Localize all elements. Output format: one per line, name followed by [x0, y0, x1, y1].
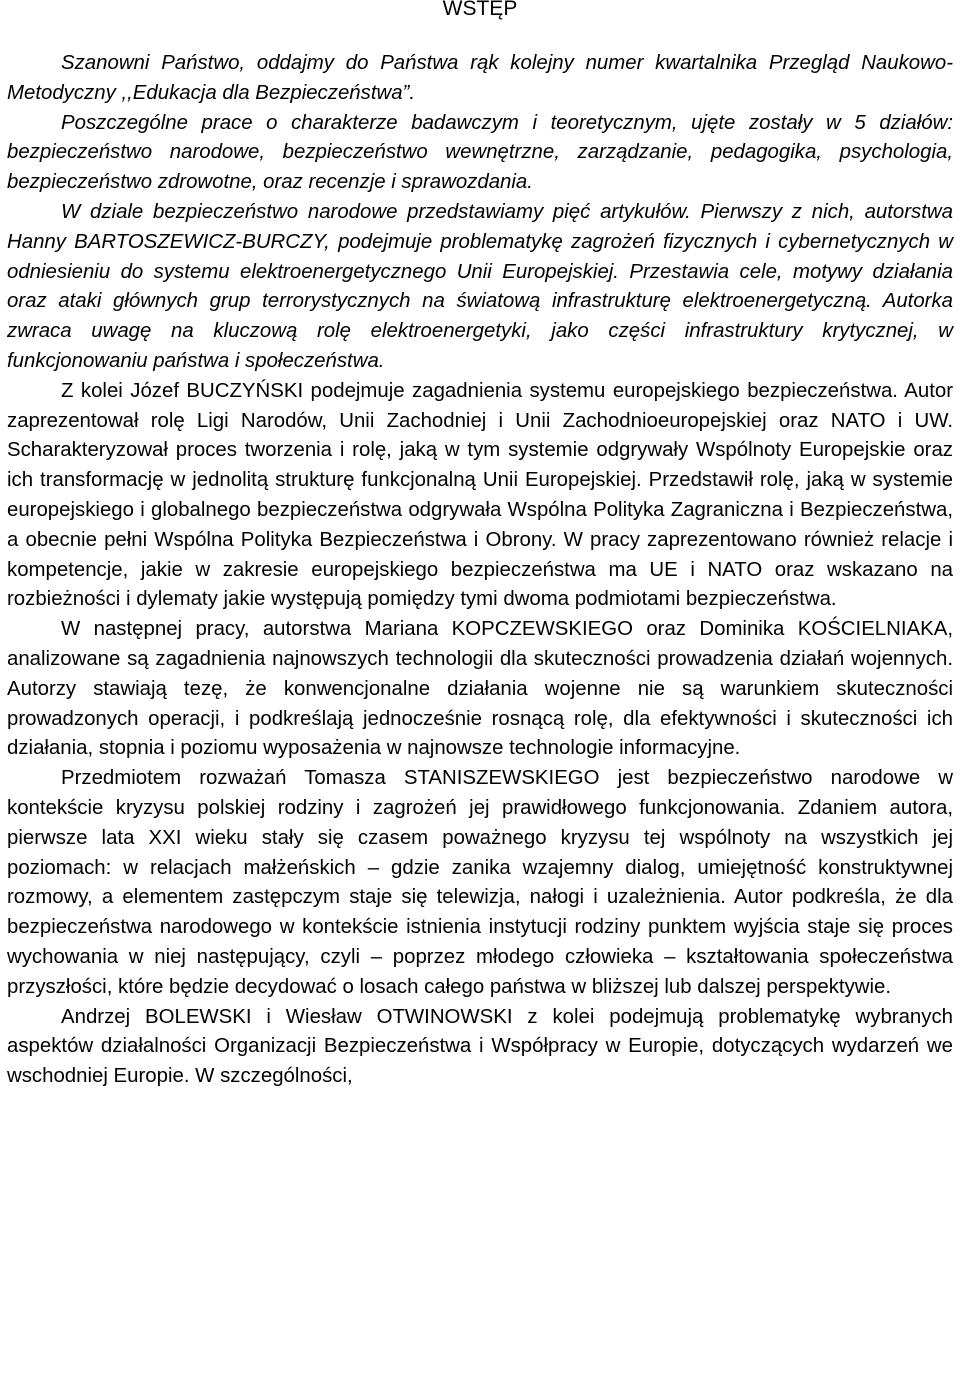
article-2-paragraph: Z kolei Józef BUCZYŃSKI podejmuje zagadnienia systemu europejskiego bezpieczeństwa. Autor zaprezentował rolę Ligi Narodów, Unii Zachodniej i Unii Zachodnioeuropejskiej oraz NATO i UW. Scharakteryzował proces tworzenia i rolę, jaką w tym systemie odgrywały Wspólnoty Europejskie oraz ich transformację w jednolitą strukturę funkcjonalną Unii Europejskiej. Przedstawił rolę, jaką w systemie europejskiego i globalnego bezpieczeństwa odgrywała Wspólna Polityka Zagraniczna i Bezpieczeństwa, a obecnie pełni Wspólna Polityka Bezpieczeństwa i Obrony. W pracy zaprezentowano również relacje i kompetencje, jakie w zakresie europejskiego bezpieczeństwa ma UE i NATO oraz wskazano na rozbieżności i dylematy jakie występują pomiędzy tymi dwoma podmiotami bezpieczeństwa.	[7, 379, 953, 611]
intro-paragraph: Szanowni Państwo, oddajmy do Państwa rąk kolejny numer kwartalnika Przegląd Naukowo-Metodyczny ,,Edukacja dla Bezpieczeństwa”.	[7, 52, 953, 104]
article-4-paragraph: Przedmiotem rozważań Tomasza STANISZEWSKIEGO jest bezpieczeństwo narodowe w kontekście kryzysu polskiej rodziny i zagrożeń jej prawidłowego funkcjonowania. Zdaniem autora, pierwsze lata XXI wieku stały się czasem poważnego kryzysu tej wspólnoty na wszystkich jej poziomach: w relacjach małżeńskich – gdzie zanika wzajemny dialog, umiejętność konstruktywnej rozmowy, a elementem zastępczym staje się telewizja, nałogi i uzależnienia. Autor podkreśla, że dla bezpieczeństwa narodowego w kontekście istnienia instytucji rodziny punktem wyjścia staje się proces wychowania w niej następujący, czyli – poprzez młodego człowieka – kształtowania społeczeństwa przyszłości, które będzie decydować o losach całego państwa w bliższej lub dalszej perspektywie.	[7, 767, 953, 998]
article-5-paragraph: Andrzej BOLEWSKI i Wiesław OTWINOWSKI z kolei podejmują problematykę wybranych aspektów działalności Organizacji Bezpieczeństwa i Współpracy w Europie, dotyczących wydarzeń we wschodniej Europie. W szczególności,	[7, 1005, 953, 1088]
article-3-paragraph: W następnej pracy, autorstwa Mariana KOPCZEWSKIEGO oraz Dominika KOŚCIELNIAKA, analizowane są zagadnienia najnowszych technologii dla skuteczności prowadzenia działań wojennych. Autorzy stawiają tezę, że konwencjonalne działania wojenne nie są warunkiem skuteczności prowadzonych operacji, i podkreślają jednocześnie rosnącą rolę, dla efektywności i skuteczności ich działania, stopnia i poziomu wyposażenia w najnowsze technologie informacyjne.	[7, 618, 953, 760]
document-body	[7, 49, 953, 1092]
sections-paragraph: Poszczególne prace o charakterze badawczym i teoretycznym, ujęte zostały w 5 działów: bezpieczeństwo narodowe, bezpieczeństwo wewnętrzne, zarządzanie, pedagogika, psychologia, bezpieczeństwo zdrowotne, oraz recenzje i sprawozdania.	[7, 111, 953, 194]
document-heading: WSTĘP	[442, 0, 518, 20]
article-1-paragraph: W dziale bezpieczeństwo narodowe przedstawiamy pięć artykułów. Pierwszy z nich, autorstwa Hanny BARTOSZEWICZ-BURCZY, podejmuje problematykę zagrożeń fizycznych i cybernetycznych w odniesieniu do systemu elektroenergetycznego Unii Europejskiej. Przestawia cele, motywy działania oraz ataki głównych grup terrorystycznych na światową infrastrukturę elektroenergetyczną. Autorka zwraca uwagę na kluczową rolę elektroenergetyki, jako części infrastruktury krytycznej, w funkcjonowaniu państwa i społeczeństwa.	[7, 200, 953, 372]
document-page	[7, 0, 953, 1092]
